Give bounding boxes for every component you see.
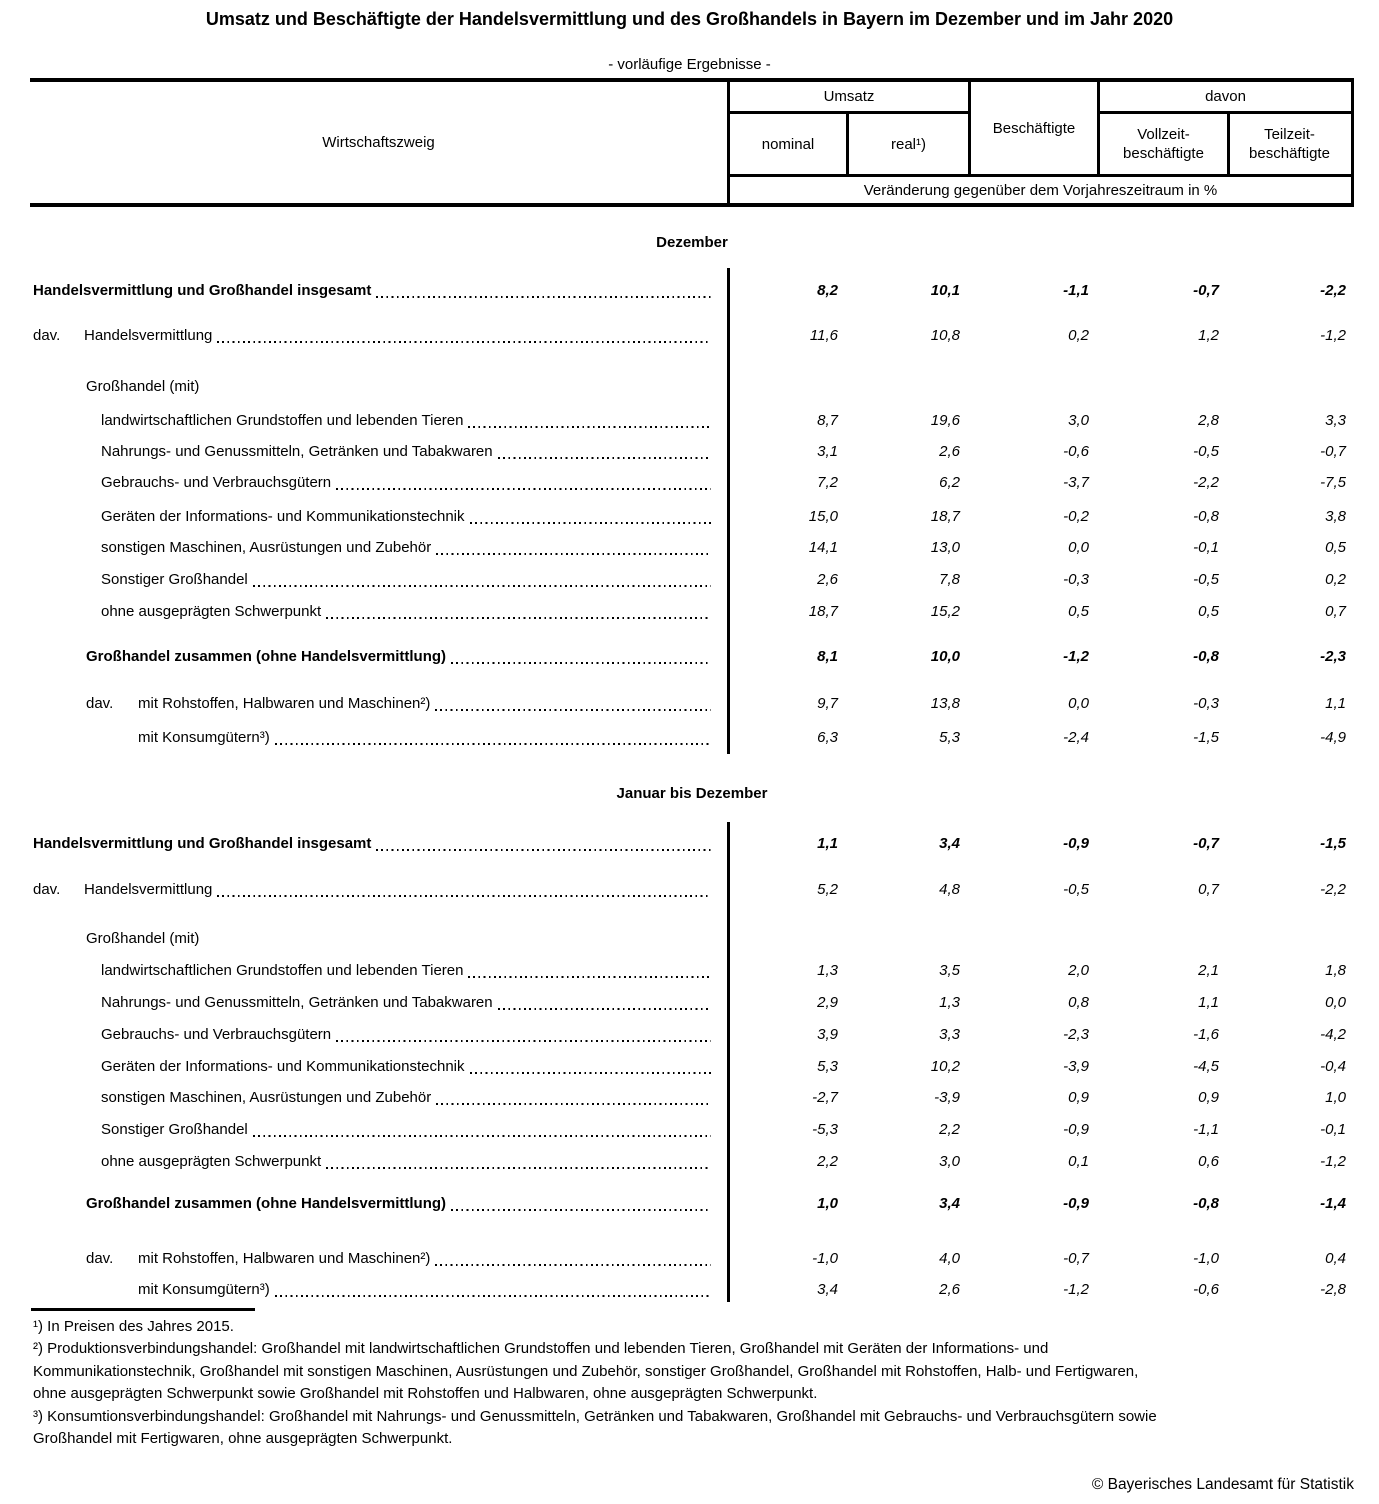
row-label-area xyxy=(33,280,727,302)
row-label: mit Rohstoffen, Halbwaren und Maschinen²) xyxy=(138,695,431,712)
value-cell-real: 5,3 xyxy=(939,729,960,746)
row-label: Gebrauchs- und Verbrauchsgütern xyxy=(101,474,332,491)
row-label-area xyxy=(33,833,727,855)
row-label-area xyxy=(33,1248,727,1270)
value-cell-teilzeit: 0,2 xyxy=(1325,571,1346,588)
leader-dots xyxy=(436,553,711,555)
leader-dots xyxy=(451,1209,711,1211)
table-row xyxy=(33,280,1354,302)
row-label: Großhandel zusammen (ohne Handelsvermittlung) xyxy=(86,648,447,665)
table-row xyxy=(33,601,1354,623)
footnote-line: ²) Produktionsverbindungshandel: Großhandel mit landwirtschaftlichen Grundstoffen und lebenden Tieren, Großhandel mit Geräten der Informations- und xyxy=(33,1340,1049,1358)
value-cell-teilzeit: -7,5 xyxy=(1320,474,1346,491)
value-cell-real: 6,2 xyxy=(939,474,960,491)
value-cell-nominal: 3,1 xyxy=(817,443,838,460)
value-cell-real: 3,4 xyxy=(939,1195,960,1212)
col-header-nominal: nominal xyxy=(761,135,815,153)
section-heading: Januar bis Dezember xyxy=(616,785,768,802)
value-cell-real: 10,0 xyxy=(930,648,960,665)
value-cell-teilzeit: -0,1 xyxy=(1320,1121,1346,1138)
value-cell-nominal: 14,1 xyxy=(808,539,838,556)
table-row xyxy=(33,1119,1354,1141)
value-cell-nominal: 3,4 xyxy=(817,1281,838,1298)
table-row xyxy=(33,928,727,950)
value-cell-teilzeit: -2,8 xyxy=(1320,1281,1346,1298)
value-cell-beschaeftigte: -3,9 xyxy=(1063,1058,1089,1075)
value-cell-teilzeit: -1,2 xyxy=(1320,327,1346,344)
value-cell-beschaeftigte: -1,1 xyxy=(1063,282,1089,299)
col-header-beschaeftigte: Beschäftigte xyxy=(992,119,1076,137)
value-cell-nominal: 3,9 xyxy=(817,1026,838,1043)
row-label-area xyxy=(33,879,727,901)
value-cell-teilzeit: 0,5 xyxy=(1325,539,1346,556)
leader-dots xyxy=(468,976,711,978)
value-cell-beschaeftigte: -0,2 xyxy=(1063,508,1089,525)
leader-dots xyxy=(376,296,711,298)
value-cell-real: 4,8 xyxy=(939,881,960,898)
value-cell-vollzeit: -1,1 xyxy=(1193,1121,1219,1138)
value-cell-vollzeit: 1,2 xyxy=(1198,327,1219,344)
leader-dots xyxy=(253,1135,711,1137)
row-label-area xyxy=(33,410,727,432)
value-cell-vollzeit: -0,6 xyxy=(1193,1281,1219,1298)
value-cell-nominal: 2,6 xyxy=(817,571,838,588)
table-row xyxy=(33,1248,1354,1270)
row-label: Geräten der Informations- und Kommunikationstechnik xyxy=(101,1058,465,1075)
table-row xyxy=(33,833,1354,855)
page-title: Umsatz und Beschäftigte der Handelsvermittlung und des Großhandels in Bayern im Dezember und im Jahr 2020 xyxy=(205,9,1174,29)
value-cell-nominal: 5,2 xyxy=(817,881,838,898)
row-prefix: dav. xyxy=(86,1250,114,1267)
value-cell-real: 10,8 xyxy=(930,327,960,344)
row-label: Nahrungs- und Genussmitteln, Getränken und Tabakwaren xyxy=(101,994,493,1011)
table-row xyxy=(33,1193,1354,1215)
row-label: Handelsvermittlung xyxy=(84,327,213,344)
value-cell-beschaeftigte: 2,0 xyxy=(1068,962,1089,979)
value-cell-real: 18,7 xyxy=(930,508,960,525)
value-cell-real: 1,3 xyxy=(939,994,960,1011)
row-label: mit Konsumgütern³) xyxy=(138,1281,270,1298)
value-cell-beschaeftigte: -0,9 xyxy=(1063,1121,1089,1138)
value-cell-vollzeit: -1,6 xyxy=(1193,1026,1219,1043)
value-cell-beschaeftigte: 0,5 xyxy=(1068,603,1089,620)
value-cell-real: 15,2 xyxy=(930,603,960,620)
table-row xyxy=(33,1087,1354,1109)
value-cell-beschaeftigte: 0,2 xyxy=(1068,327,1089,344)
value-cell-nominal: 1,3 xyxy=(817,962,838,979)
footnote-line: ¹) In Preisen des Jahres 2015. xyxy=(33,1318,234,1335)
row-label-area xyxy=(33,960,727,982)
row-label-area xyxy=(33,1151,727,1173)
leader-dots xyxy=(498,1008,711,1010)
leader-dots xyxy=(217,341,711,343)
value-cell-real: 13,0 xyxy=(930,539,960,556)
value-cell-vollzeit: 0,6 xyxy=(1198,1153,1219,1170)
value-cell-beschaeftigte: 3,0 xyxy=(1068,412,1089,429)
row-label: Handelsvermittlung und Großhandel insgesamt xyxy=(33,835,372,852)
row-label-area xyxy=(33,693,727,715)
value-cell-vollzeit: 2,1 xyxy=(1198,962,1219,979)
table-row xyxy=(33,376,727,398)
leader-dots xyxy=(326,1167,711,1169)
col-header-vollzeit: Vollzeit-beschäftigte xyxy=(1123,126,1204,162)
table-row xyxy=(33,1151,1354,1173)
value-cell-teilzeit: 1,0 xyxy=(1325,1089,1346,1106)
value-cell-vollzeit: -0,5 xyxy=(1193,571,1219,588)
value-cell-real: 10,1 xyxy=(930,282,960,299)
table-row xyxy=(33,1056,1354,1078)
value-cell-nominal: 8,2 xyxy=(817,282,838,299)
value-cell-beschaeftigte: -0,9 xyxy=(1063,835,1089,852)
value-cell-nominal: -1,0 xyxy=(812,1250,838,1267)
row-label: landwirtschaftlichen Grundstoffen und lebenden Tieren xyxy=(101,412,464,429)
value-cell-real: 10,2 xyxy=(930,1058,960,1075)
leader-dots xyxy=(468,426,711,428)
footnote-separator xyxy=(31,1308,255,1311)
leader-dots xyxy=(435,709,711,711)
value-cell-beschaeftigte: -0,7 xyxy=(1063,1250,1089,1267)
table-row xyxy=(33,506,1354,528)
value-cell-nominal: -5,3 xyxy=(812,1121,838,1138)
value-cell-beschaeftigte: -0,5 xyxy=(1063,881,1089,898)
table-row xyxy=(33,569,1354,591)
row-label-area xyxy=(33,1024,727,1046)
row-label: Nahrungs- und Genussmitteln, Getränken und Tabakwaren xyxy=(101,443,493,460)
value-cell-vollzeit: -0,8 xyxy=(1193,1195,1219,1212)
value-cell-real: 3,4 xyxy=(939,835,960,852)
col-header-teilzeit: Teilzeit-beschäftigte xyxy=(1249,126,1330,162)
value-cell-teilzeit: -1,4 xyxy=(1320,1195,1346,1212)
leader-dots xyxy=(336,488,711,490)
col-header-real: real¹) xyxy=(890,135,926,153)
row-label: Gebrauchs- und Verbrauchsgütern xyxy=(101,1026,332,1043)
value-cell-teilzeit: 0,0 xyxy=(1325,994,1346,1011)
value-cell-teilzeit: 0,4 xyxy=(1325,1250,1346,1267)
value-cell-teilzeit: -4,2 xyxy=(1320,1026,1346,1043)
footnote-line: Kommunikationstechnik, Großhandel mit sonstigen Maschinen, Ausrüstungen und Zubehör, sonstiger Großhandel, Großhandel mit Rohstoffen, Halb- und Fertigwaren, xyxy=(33,1362,1139,1380)
table-row xyxy=(33,1024,1354,1046)
row-prefix: dav. xyxy=(86,695,114,712)
value-cell-teilzeit: 3,3 xyxy=(1325,412,1346,429)
leader-dots xyxy=(217,895,711,897)
value-cell-vollzeit: -0,1 xyxy=(1193,539,1219,556)
value-cell-teilzeit: 1,8 xyxy=(1325,962,1346,979)
value-cell-nominal: 15,0 xyxy=(808,508,838,525)
value-cell-vollzeit: -0,7 xyxy=(1193,282,1219,299)
value-cell-vollzeit: -0,7 xyxy=(1193,835,1219,852)
row-label: Sonstiger Großhandel xyxy=(101,571,248,588)
value-cell-beschaeftigte: -2,3 xyxy=(1063,1026,1089,1043)
row-label-area xyxy=(33,472,727,494)
row-label-area xyxy=(33,992,727,1014)
value-cell-nominal: 5,3 xyxy=(817,1058,838,1075)
value-cell-beschaeftigte: -0,3 xyxy=(1063,571,1089,588)
row-label-area xyxy=(33,1119,727,1141)
page-subtitle: - vorläufige Ergebnisse - xyxy=(608,56,771,73)
value-cell-teilzeit: -2,2 xyxy=(1320,881,1346,898)
table-row xyxy=(33,537,1354,559)
row-label: sonstigen Maschinen, Ausrüstungen und Zubehör xyxy=(101,1089,432,1106)
value-cell-real: 13,8 xyxy=(930,695,960,712)
value-cell-vollzeit: -4,5 xyxy=(1193,1058,1219,1075)
copyright-notice: © Bayerisches Landesamt für Statistik xyxy=(1091,1476,1354,1493)
row-label-area xyxy=(33,537,727,559)
value-cell-beschaeftigte: -2,4 xyxy=(1063,729,1089,746)
value-cell-nominal: 1,0 xyxy=(817,1195,838,1212)
value-cell-real: 2,2 xyxy=(939,1121,960,1138)
value-cell-beschaeftigte: -0,6 xyxy=(1063,443,1089,460)
value-cell-real: 4,0 xyxy=(939,1250,960,1267)
value-cell-real: 2,6 xyxy=(939,443,960,460)
row-label-area xyxy=(33,727,727,749)
footnote-line: ³) Konsumtionsverbindungshandel: Großhandel mit Nahrungs- und Genussmitteln, Getränken und Tabakwaren, Großhandel mit Gebrauchs- und Verbrauchsgütern sowie xyxy=(33,1407,1157,1425)
value-cell-teilzeit: -0,7 xyxy=(1320,443,1346,460)
table-row xyxy=(33,727,1354,749)
row-label-area xyxy=(33,506,727,528)
row-label: Handelsvermittlung xyxy=(84,881,213,898)
header-right-border xyxy=(1351,78,1354,207)
value-cell-vollzeit: 0,9 xyxy=(1198,1089,1219,1106)
value-cell-real: 3,3 xyxy=(939,1026,960,1043)
value-cell-vollzeit: -0,5 xyxy=(1193,443,1219,460)
table-row xyxy=(33,693,1354,715)
value-cell-beschaeftigte: 0,1 xyxy=(1068,1153,1089,1170)
value-cell-nominal: -2,7 xyxy=(812,1089,838,1106)
col-header-wirtschaftszweig: Wirtschaftszweig xyxy=(322,134,435,151)
value-cell-nominal: 7,2 xyxy=(817,474,838,491)
table-row xyxy=(33,646,1354,668)
leader-dots xyxy=(436,1103,711,1105)
value-cell-teilzeit: -2,3 xyxy=(1320,648,1346,665)
table-row xyxy=(33,410,1354,432)
value-cell-nominal: 11,6 xyxy=(809,327,838,344)
value-cell-beschaeftigte: -0,9 xyxy=(1063,1195,1089,1212)
leader-dots xyxy=(435,1264,711,1266)
row-label-area xyxy=(33,1056,727,1078)
table-row xyxy=(33,325,1354,347)
footnotes xyxy=(33,1316,1157,1450)
leader-dots xyxy=(498,457,711,459)
value-cell-beschaeftigte: 0,9 xyxy=(1068,1089,1089,1106)
leader-dots xyxy=(253,585,711,587)
value-cell-real: 19,6 xyxy=(930,412,960,429)
row-prefix: dav. xyxy=(33,881,61,898)
row-label: Handelsvermittlung und Großhandel insgesamt xyxy=(33,282,372,299)
row-label-area xyxy=(33,441,727,463)
row-prefix: dav. xyxy=(33,327,61,344)
table-row xyxy=(33,472,1354,494)
value-cell-real: 3,5 xyxy=(939,962,960,979)
row-label: sonstigen Maschinen, Ausrüstungen und Zubehör xyxy=(101,539,432,556)
leader-dots xyxy=(336,1040,711,1042)
row-label: ohne ausgeprägten Schwerpunkt xyxy=(101,603,322,620)
value-cell-beschaeftigte: -3,7 xyxy=(1063,474,1089,491)
row-label: Geräten der Informations- und Kommunikationstechnik xyxy=(101,508,465,525)
row-label: mit Konsumgütern³) xyxy=(138,729,270,746)
col-group-davon: davon xyxy=(1205,88,1246,105)
row-label: Großhandel (mit) xyxy=(86,378,200,395)
table-row xyxy=(33,960,1354,982)
row-label-area xyxy=(33,601,727,623)
value-cell-vollzeit: 0,7 xyxy=(1198,881,1219,898)
row-label-area xyxy=(33,569,727,591)
leader-dots xyxy=(470,1072,711,1074)
row-label: Großhandel (mit) xyxy=(86,930,200,947)
table-row xyxy=(33,992,1354,1014)
value-cell-teilzeit: -1,5 xyxy=(1320,835,1346,852)
table-row xyxy=(33,1279,1354,1301)
value-cell-real: -3,9 xyxy=(934,1089,960,1106)
value-cell-teilzeit: 3,8 xyxy=(1325,508,1346,525)
value-cell-real: 7,8 xyxy=(939,571,960,588)
value-cell-teilzeit: 1,1 xyxy=(1325,695,1346,712)
leader-dots xyxy=(376,849,711,851)
value-cell-beschaeftigte: 0,0 xyxy=(1068,695,1089,712)
footnote-line: Großhandel mit Fertigwaren, ohne ausgeprägten Schwerpunkt. xyxy=(33,1430,453,1448)
value-cell-teilzeit: -1,2 xyxy=(1320,1153,1346,1170)
value-cell-beschaeftigte: -1,2 xyxy=(1063,648,1089,665)
value-cell-nominal: 2,9 xyxy=(817,994,838,1011)
row-label-area xyxy=(33,928,727,950)
footnote-line: ohne ausgeprägten Schwerpunkt sowie Großhandel mit Rohstoffen und Halbwaren, ohne ausgeprägten Schwerpunkt. xyxy=(33,1385,818,1403)
value-cell-vollzeit: -1,0 xyxy=(1193,1250,1219,1267)
row-label-area xyxy=(33,646,727,668)
row-label-area xyxy=(33,1279,727,1301)
value-cell-vollzeit: 1,1 xyxy=(1198,994,1219,1011)
value-cell-teilzeit: 0,7 xyxy=(1325,603,1346,620)
row-label: landwirtschaftlichen Grundstoffen und lebenden Tieren xyxy=(101,962,464,979)
row-label: Sonstiger Großhandel xyxy=(101,1121,248,1138)
row-label-area xyxy=(33,376,727,398)
value-cell-beschaeftigte: 0,0 xyxy=(1068,539,1089,556)
row-label: ohne ausgeprägten Schwerpunkt xyxy=(101,1153,322,1170)
value-cell-nominal: 9,7 xyxy=(817,695,838,712)
value-cell-vollzeit: -2,2 xyxy=(1193,474,1219,491)
value-cell-vollzeit: -0,8 xyxy=(1193,508,1219,525)
value-cell-nominal: 8,7 xyxy=(817,412,838,429)
table-row xyxy=(33,879,1354,901)
value-cell-beschaeftigte: 0,8 xyxy=(1068,994,1089,1011)
value-cell-nominal: 8,1 xyxy=(817,648,838,665)
value-cell-vollzeit: -0,3 xyxy=(1193,695,1219,712)
leader-dots xyxy=(451,662,711,664)
row-label-area xyxy=(33,325,727,347)
col-group-umsatz: Umsatz xyxy=(823,88,875,105)
value-cell-real: 2,6 xyxy=(939,1281,960,1298)
value-cell-beschaeftigte: -1,2 xyxy=(1063,1281,1089,1298)
row-label-area xyxy=(33,1193,727,1215)
value-cell-real: 3,0 xyxy=(939,1153,960,1170)
leader-dots xyxy=(326,617,711,619)
value-cell-nominal: 18,7 xyxy=(808,603,838,620)
value-cell-vollzeit: 2,8 xyxy=(1198,412,1219,429)
value-cell-teilzeit: -2,2 xyxy=(1320,282,1346,299)
value-cell-nominal: 1,1 xyxy=(817,835,838,852)
leader-dots xyxy=(275,743,711,745)
value-cell-vollzeit: -0,8 xyxy=(1193,648,1219,665)
row-label: Großhandel zusammen (ohne Handelsvermittlung) xyxy=(86,1195,447,1212)
value-cell-vollzeit: -1,5 xyxy=(1193,729,1219,746)
leader-dots xyxy=(470,522,711,524)
row-label-area xyxy=(33,1087,727,1109)
unit-row: Veränderung gegenüber dem Vorjahreszeitraum in % xyxy=(863,181,1218,199)
value-cell-vollzeit: 0,5 xyxy=(1198,603,1219,620)
table-row xyxy=(33,441,1354,463)
row-label: mit Rohstoffen, Halbwaren und Maschinen²) xyxy=(138,1250,431,1267)
leader-dots xyxy=(275,1295,711,1297)
header-bottom-border xyxy=(30,203,1354,207)
section-heading: Dezember xyxy=(656,234,728,251)
value-cell-teilzeit: -4,9 xyxy=(1320,729,1346,746)
value-cell-nominal: 2,2 xyxy=(817,1153,838,1170)
value-cell-nominal: 6,3 xyxy=(817,729,838,746)
value-cell-teilzeit: -0,4 xyxy=(1320,1058,1346,1075)
